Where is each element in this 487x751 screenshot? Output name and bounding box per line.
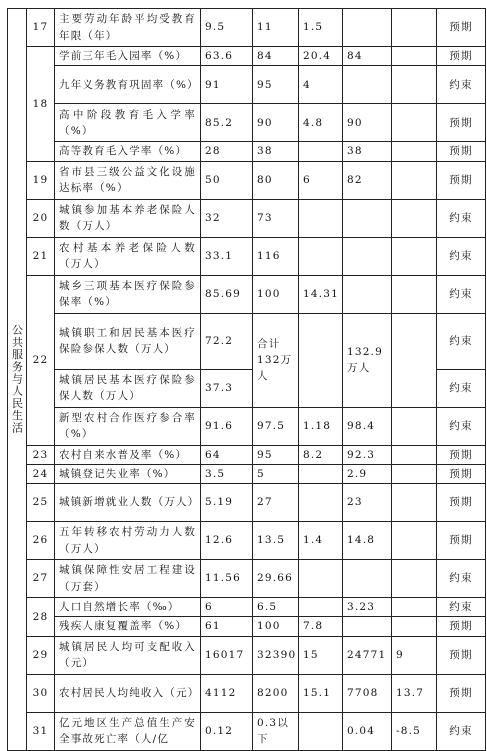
base-value: 3.5	[201, 464, 253, 483]
target-value: 73	[253, 199, 299, 237]
indicator-attribute: 预期	[437, 484, 486, 522]
indicator-attribute: 预期	[437, 9, 486, 47]
indicator-attribute: 约束	[437, 407, 486, 445]
growth-value	[299, 598, 343, 617]
actual-growth	[392, 66, 437, 104]
base-value: 61	[201, 617, 253, 636]
indicator-attribute: 约束	[437, 560, 486, 598]
category-label: 公共服务与人民生活	[8, 9, 27, 751]
indicator-attribute: 约束	[437, 598, 486, 617]
actual-value	[343, 560, 392, 598]
indicator-attribute: 约束	[437, 369, 486, 407]
row-number: 27	[27, 560, 55, 598]
indicator-attribute: 预期	[437, 674, 486, 712]
actual-value: 90	[343, 104, 392, 142]
table-row	[8, 161, 486, 199]
target-value: 合计132万人	[253, 313, 299, 407]
row-number: 17	[27, 9, 55, 47]
indicator-name: 主要劳动年龄平均受教育年限（年）	[55, 9, 201, 47]
growth-value: 4	[299, 66, 343, 104]
target-value: 29.66	[253, 560, 299, 598]
base-value: 91.6	[201, 407, 253, 445]
indicator-attribute: 预期	[437, 47, 486, 66]
actual-growth	[392, 142, 437, 161]
actual-growth	[392, 199, 437, 237]
growth-value	[299, 313, 343, 407]
indicator-name: 城镇登记失业率（%）	[55, 464, 201, 483]
indicator-name: 城镇职工和居民基本医疗保险参保人数（万人）	[55, 313, 201, 369]
indicator-attribute: 约束	[437, 66, 486, 104]
growth-value: 14.31	[299, 275, 343, 313]
growth-value	[299, 237, 343, 275]
table-row	[8, 142, 486, 161]
row-number: 19	[27, 161, 55, 199]
indicator-name: 高中阶段教育毛入学率（%）	[55, 104, 201, 142]
actual-value: 0.04	[343, 712, 392, 750]
row-number: 20	[27, 199, 55, 237]
indicator-attribute: 预期	[437, 161, 486, 199]
actual-growth	[392, 104, 437, 142]
row-number: 22	[27, 275, 55, 445]
base-value: 85.69	[201, 275, 253, 313]
table-row	[8, 9, 486, 47]
target-value: 100	[253, 275, 299, 313]
indicator-attribute: 约束	[437, 313, 486, 369]
indicator-attribute: 预期	[437, 522, 486, 560]
actual-value: 7708	[343, 674, 392, 712]
actual-growth: 13.7	[392, 674, 437, 712]
target-value: 32390	[253, 636, 299, 674]
growth-value: 6	[299, 161, 343, 199]
actual-value	[343, 9, 392, 47]
actual-growth	[392, 522, 437, 560]
actual-value: 3.23	[343, 598, 392, 617]
indicator-attribute: 预期	[437, 464, 486, 483]
table-row	[8, 598, 486, 617]
target-value: 5	[253, 464, 299, 483]
target-value: 84	[253, 47, 299, 66]
table-row	[8, 617, 486, 636]
base-value: 32	[201, 199, 253, 237]
indicator-name: 人口自然增长率（‰）	[55, 598, 201, 617]
row-number: 25	[27, 484, 55, 522]
table-row	[8, 484, 486, 522]
actual-value: 98.4	[343, 407, 392, 445]
growth-value	[299, 199, 343, 237]
growth-value	[299, 142, 343, 161]
row-number: 31	[27, 712, 55, 750]
growth-value: 15	[299, 636, 343, 674]
base-value: 12.6	[201, 522, 253, 560]
growth-value: 1.5	[299, 9, 343, 47]
indicator-attribute: 约束	[437, 712, 486, 750]
base-value: 91	[201, 66, 253, 104]
target-value: 27	[253, 484, 299, 522]
row-number: 18	[27, 47, 55, 162]
target-value: 90	[253, 104, 299, 142]
target-value: 0.3以下	[253, 712, 299, 750]
growth-value: 8.2	[299, 445, 343, 464]
actual-growth	[392, 445, 437, 464]
actual-growth	[392, 560, 437, 598]
indicator-attribute: 预期	[437, 104, 486, 142]
base-value: 6	[201, 598, 253, 617]
actual-growth	[392, 47, 437, 66]
base-value: 5.19	[201, 484, 253, 522]
actual-value: 132.9万人	[343, 313, 392, 407]
actual-value	[343, 199, 392, 237]
actual-value: 23	[343, 484, 392, 522]
growth-value	[299, 712, 343, 750]
table-row	[8, 636, 486, 674]
target-value: 95	[253, 445, 299, 464]
actual-value: 2.9	[343, 464, 392, 483]
actual-growth	[392, 161, 437, 199]
indicator-name: 农村居民人均纯收入（元）	[55, 674, 201, 712]
row-number: 26	[27, 522, 55, 560]
indicator-name: 农村自来水普及率（%）	[55, 445, 201, 464]
indicator-name: 亿元地区生产总值生产安全事故死亡率（人/亿	[55, 712, 201, 750]
indicator-attribute: 约束	[437, 275, 486, 313]
growth-value: 4.8	[299, 104, 343, 142]
indicator-attribute: 预期	[437, 142, 486, 161]
growth-value	[299, 464, 343, 483]
table-row	[8, 522, 486, 560]
actual-value	[343, 275, 392, 313]
indicator-attribute: 预期	[437, 445, 486, 464]
actual-growth	[392, 9, 437, 47]
indicator-name: 新型农村合作医疗参合率（%）	[55, 407, 201, 445]
row-number: 21	[27, 237, 55, 275]
base-value: 63.6	[201, 47, 253, 66]
table-row	[8, 407, 486, 445]
growth-value: 7.8	[299, 617, 343, 636]
actual-value: 14.8	[343, 522, 392, 560]
indicator-name: 城乡三项基本医疗保险参保率（%）	[55, 275, 201, 313]
base-value: 72.2	[201, 313, 253, 369]
table-row	[8, 712, 486, 750]
growth-value	[299, 484, 343, 522]
indicator-name: 城镇居民人均可支配收入（元）	[55, 636, 201, 674]
actual-growth	[392, 484, 437, 522]
actual-value: 82	[343, 161, 392, 199]
indicator-name: 城镇保障性安居工程建设（万套）	[55, 560, 201, 598]
indicator-attribute: 约束	[437, 199, 486, 237]
actual-value: 84	[343, 47, 392, 66]
indicator-name: 城镇参加基本养老保险人数（万人）	[55, 199, 201, 237]
actual-growth	[392, 313, 437, 407]
base-value: 37.3	[201, 369, 253, 407]
actual-value	[343, 237, 392, 275]
target-value: 8200	[253, 674, 299, 712]
target-value: 38	[253, 142, 299, 161]
table-row	[8, 47, 486, 66]
indicator-name: 城镇新增就业人数（万人）	[55, 484, 201, 522]
row-number: 24	[27, 464, 55, 483]
growth-value: 15.1	[299, 674, 343, 712]
table-row	[8, 560, 486, 598]
actual-value	[343, 66, 392, 104]
actual-growth: 9	[392, 636, 437, 674]
target-value: 6.5	[253, 598, 299, 617]
base-value: 11.56	[201, 560, 253, 598]
base-value: 4112	[201, 674, 253, 712]
table-row	[8, 445, 486, 464]
actual-growth	[392, 464, 437, 483]
actual-growth	[392, 275, 437, 313]
table-row	[8, 237, 486, 275]
target-value: 97.5	[253, 407, 299, 445]
base-value: 28	[201, 142, 253, 161]
base-value: 33.1	[201, 237, 253, 275]
base-value: 0.12	[201, 712, 253, 750]
target-value: 116	[253, 237, 299, 275]
indicator-attribute: 预期	[437, 636, 486, 674]
indicator-name: 残疾人康复覆盖率（%）	[55, 617, 201, 636]
actual-value: 92.3	[343, 445, 392, 464]
growth-value	[299, 560, 343, 598]
actual-value: 24771	[343, 636, 392, 674]
target-value: 95	[253, 66, 299, 104]
indicator-attribute: 约束	[437, 237, 486, 275]
growth-value: 20.4	[299, 47, 343, 66]
base-value: 9.5	[201, 9, 253, 47]
indicator-name: 九年义务教育巩固率（%）	[55, 66, 201, 104]
target-value: 100	[253, 617, 299, 636]
target-value: 80	[253, 161, 299, 199]
base-value: 16017	[201, 636, 253, 674]
row-number: 30	[27, 674, 55, 712]
indicator-name: 五年转移农村劳动力人数（万人）	[55, 522, 201, 560]
actual-growth	[392, 237, 437, 275]
indicator-name: 农村基本养老保险人数（万人）	[55, 237, 201, 275]
indicator-name: 城镇居民基本医疗保险参保人数（万人）	[55, 369, 201, 407]
row-number: 28	[27, 598, 55, 637]
indicator-name: 省市县三级公益文化设施达标率（%）	[55, 161, 201, 199]
actual-growth	[392, 617, 437, 636]
indicator-name: 学前三年毛入园率（%）	[55, 47, 201, 66]
row-number: 29	[27, 636, 55, 674]
row-number: 23	[27, 445, 55, 464]
base-value: 85.2	[201, 104, 253, 142]
table-row	[8, 313, 486, 369]
table-row	[8, 104, 486, 142]
actual-growth	[392, 407, 437, 445]
indicator-name: 高等教育毛入学率（%）	[55, 142, 201, 161]
target-value: 13.5	[253, 522, 299, 560]
growth-value: 1.4	[299, 522, 343, 560]
table-row	[8, 199, 486, 237]
target-value: 11	[253, 9, 299, 47]
table-row	[8, 674, 486, 712]
base-value: 50	[201, 161, 253, 199]
indicator-attribute: 预期	[437, 617, 486, 636]
table-row	[8, 464, 486, 483]
actual-growth: -8.5	[392, 712, 437, 750]
actual-growth	[392, 598, 437, 617]
table-row	[8, 66, 486, 104]
growth-value: 1.18	[299, 407, 343, 445]
actual-value	[343, 617, 392, 636]
indicators-table	[7, 8, 486, 751]
actual-value: 38	[343, 142, 392, 161]
table-row	[8, 275, 486, 313]
base-value: 64	[201, 445, 253, 464]
